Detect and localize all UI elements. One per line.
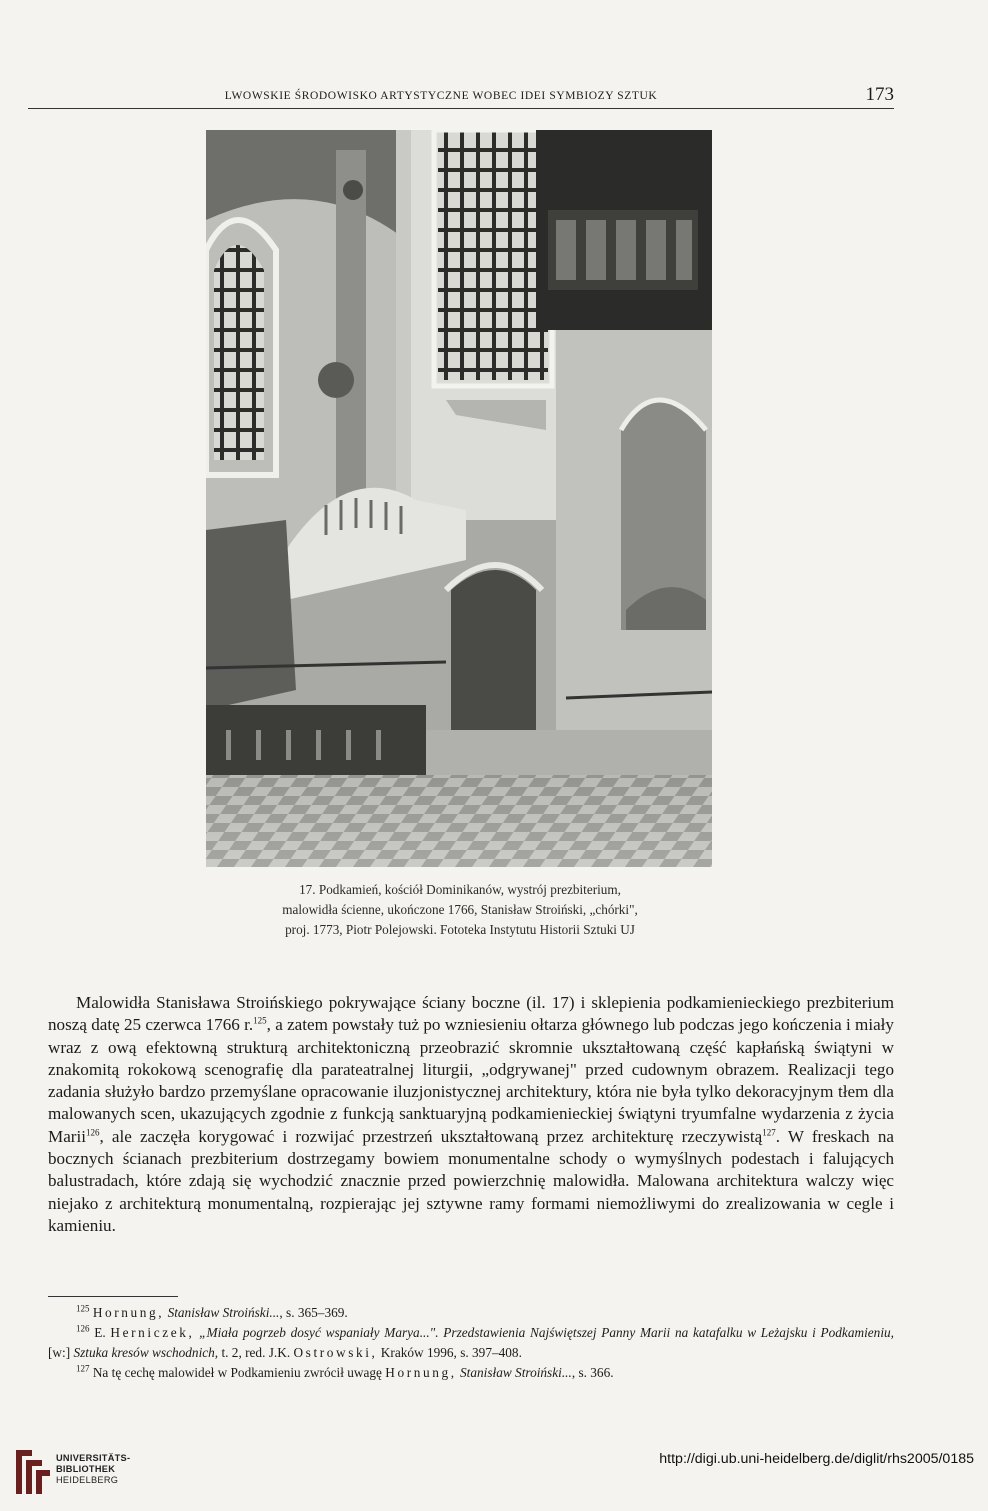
footnote-text: [w:] — [48, 1345, 74, 1360]
footnotes — [48, 1303, 894, 1383]
footnote-author: Hornung, — [385, 1365, 457, 1380]
side-altar — [206, 520, 296, 710]
library-mark-icon — [12, 1446, 52, 1498]
footnote-ref: 126 — [85, 1127, 100, 1138]
footnote-text: Na tę cechę malowideł w Podkamieniu zwrócił uwagę — [92, 1365, 386, 1380]
footnote-text: t. 2, red. J.K. — [218, 1345, 294, 1360]
library-line: UNIVERSITÄTS- — [56, 1453, 131, 1463]
footnote-number: 126 — [76, 1323, 90, 1334]
footnote-author: Herniczek, — [110, 1325, 195, 1340]
footnote-ref: 127 — [762, 1127, 776, 1138]
running-head — [28, 84, 894, 109]
library-line: BIBLIOTHEK — [56, 1464, 116, 1474]
footnote-127 — [48, 1363, 894, 1383]
page-number: 173 — [865, 84, 894, 105]
text-span: , ale zaczęła korygować i rozwijać przestrzeń ukształtowaną przez architekturę rzeczywistą — [99, 1126, 763, 1146]
library-name — [56, 1453, 130, 1486]
library-line: HEIDELBERG — [56, 1475, 119, 1485]
footnote-title: Stanisław Stroiński... — [167, 1305, 280, 1320]
footnote-text: , s. 366. — [571, 1365, 614, 1380]
footnote-ref: 125 — [253, 1015, 267, 1026]
caption-line: proj. 1773, Piotr Polejowski. Fototeka Instytutu Historii Sztuki UJ — [285, 922, 635, 937]
footnote-title: „Miała pogrzeb dosyć wspaniały Marya...". Przedstawienia Najświętszej Panny Marii na katafalku w Leżajsku i Podkamieniu, — [199, 1325, 894, 1340]
footnote-text: Kraków 1996, s. 397–408. — [377, 1345, 522, 1360]
footnote-number: 127 — [76, 1363, 90, 1374]
footnote-rule — [48, 1296, 178, 1297]
figure-caption — [200, 880, 720, 940]
library-logo[interactable] — [12, 1446, 172, 1498]
footnote-title: Stanisław Stroiński... — [460, 1365, 572, 1380]
figure-photograph — [206, 130, 712, 867]
paragraph — [48, 992, 894, 1237]
footnote-125 — [48, 1303, 894, 1323]
left-window — [214, 245, 264, 460]
running-title: LWOWSKIE ŚRODOWISKO ARTYSTYCZNE WOBEC IDEI SYMBIOZY SZTUK — [224, 90, 658, 102]
text-span: , a zatem powstały tuż po wzniesieniu ołtarza głównego lub podczas jego kończenia i miały wraz z ową efektowną strukturą architektoniczną przeobrazić skromnie ukształtowaną część kapłańską świątyni w znakomitą rokokową scenografię dla parateatralnej liturgii, „odgrywanej" przed cudownym obrazem. Realizacji tego zadania służyło bardzo przemyślane opracowanie iluzjonistycznej architektury, która nie była tylko dekoracyjnym tłem dla malowanych scen, ukazujących zgodnie z funkcją sanktuaryjną podkamienieckiej świątyni tryumfalne wydarzenia z życia Marii — [48, 1015, 894, 1146]
footnote-author-initial: E. — [94, 1325, 106, 1340]
footnote-number: 125 — [76, 1303, 90, 1314]
caption-line: malowidła ścienne, ukończone 1766, Stanisław Stroiński, „chórki", — [282, 902, 638, 917]
footnote-text: , s. 365–369. — [279, 1305, 348, 1320]
caption-line: 17. Podkamień, kościół Dominikanów, wystrój prezbiterium, — [299, 882, 621, 897]
footnote-book: Sztuka kresów wschodnich, — [73, 1345, 219, 1360]
painted-pilaster — [336, 150, 366, 530]
central-window — [438, 130, 548, 380]
text-span: Malowidła Stanisława Stroińskiego pokrywające ściany boczne (il. 17) i sklepienia podkamienieckiego prezbiterium noszą datę 25 czerwca 1766 r. — [48, 993, 894, 1035]
text-span: . W freskach na bocznych ścianach prezbiterium dostrzegamy bowiem monumentalne schody o wymyślnych podestach i falujących balustradach, które zdają się wychodzić znacznie przed powierzchnię malowidła. Malowana architektura walczy więc niejako z architekturą monumentalną, rozpierając jej sztywne ramy formami niemożliwymi do zrealizowania w cegle i kamieniu. — [48, 1126, 894, 1235]
body-text — [48, 992, 894, 1237]
footnote-editor: Ostrowski, — [293, 1345, 378, 1360]
source-url-link[interactable]: http://digi.ub.uni-heidelberg.de/diglit/rhs2005/0185 — [659, 1451, 974, 1467]
footnote-126 — [48, 1323, 894, 1363]
footnote-author: Hornung, — [92, 1305, 165, 1320]
church-interior-photo — [206, 130, 712, 867]
